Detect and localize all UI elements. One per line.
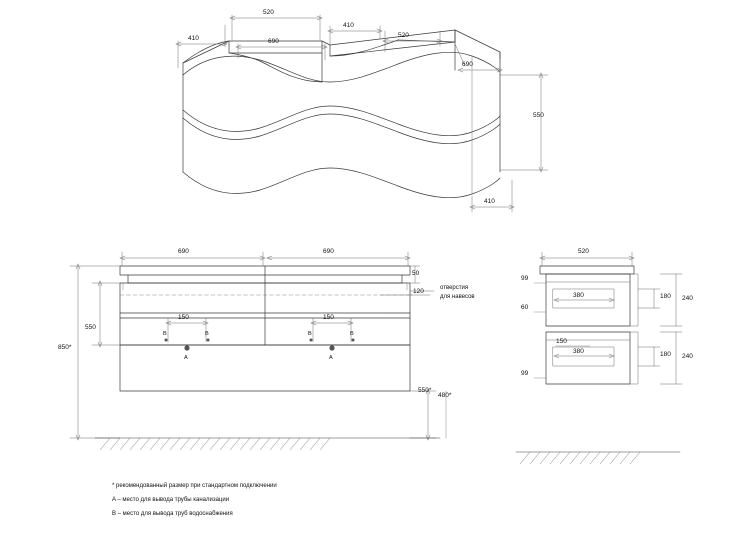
side-dimension-lines	[534, 252, 682, 384]
legend-line-1: * рекомендованный размер при стандартном подключении	[112, 483, 277, 489]
iso-dim-height: 550	[533, 112, 544, 119]
legend-line-3: B – место для вывода труб водоснабжения	[112, 511, 233, 517]
iso-dim-top-left: 410	[188, 35, 199, 42]
iso-dimension-lines	[176, 15, 548, 212]
front-dim-body-height: 550	[85, 324, 96, 331]
side-dim-lower-total: 240	[682, 353, 693, 360]
iso-dim-depth-bottom: 410	[484, 198, 495, 205]
front-dim-handle-offset: 120	[413, 288, 424, 295]
mount-holes-note-line1: отверстия	[440, 285, 469, 291]
side-dim-upper-total: 240	[682, 295, 693, 302]
iso-dim-depth-right: 690	[462, 61, 473, 68]
side-dim-upper-bottom-offset: 60	[521, 304, 529, 311]
floor-hatch-side	[520, 452, 640, 464]
front-dim-bottom: 480*	[438, 392, 452, 399]
front-dim-right-module: 690	[323, 248, 334, 255]
marker-label-a-left: A	[184, 355, 188, 361]
iso-cabinet-outline	[183, 30, 500, 198]
front-dim-drawer-top: 50	[412, 270, 420, 277]
side-dim-lower-height: 180	[660, 351, 671, 358]
iso-dim-top-right: 410	[343, 22, 354, 29]
iso-dim-front-left: 690	[268, 38, 279, 45]
floor-hatch-front	[100, 438, 330, 450]
marker-label-b-right-1: B	[308, 331, 312, 337]
front-dim-total-height: 850*	[58, 344, 72, 351]
front-plumbing-markers	[165, 339, 355, 351]
front-dim-mount-left: 150	[178, 314, 189, 321]
side-dim-lower-inner: 380	[573, 348, 584, 355]
iso-dim-front-right: 520	[398, 32, 409, 39]
marker-label-b-left-2: B	[205, 331, 209, 337]
front-elevation-body	[120, 266, 410, 391]
marker-label-b-left-1: B	[163, 331, 167, 337]
front-dim-mount-right: 150	[323, 314, 334, 321]
legend-line-2: A – место для вывода трубы канализации	[112, 497, 230, 503]
side-dim-upper-height: 180	[660, 293, 671, 300]
front-dim-left-module: 690	[178, 248, 189, 255]
mount-holes-note-line2: для навесов	[440, 294, 475, 300]
side-dim-lower-bottom-offset: 99	[521, 370, 529, 377]
side-dim-depth: 520	[578, 248, 589, 255]
side-dim-lower-top-offset: 150	[556, 338, 567, 345]
marker-label-a-right: A	[329, 355, 333, 361]
front-dim-floor-clearance: 550*	[418, 387, 432, 394]
side-dim-upper-top-offset: 99	[521, 275, 529, 282]
side-elevation-body	[540, 266, 638, 384]
iso-dim-top-mid: 520	[263, 9, 274, 16]
marker-label-b-right-2: B	[350, 331, 354, 337]
front-dimension-lines	[70, 252, 446, 440]
side-dim-upper-inner: 380	[573, 292, 584, 299]
